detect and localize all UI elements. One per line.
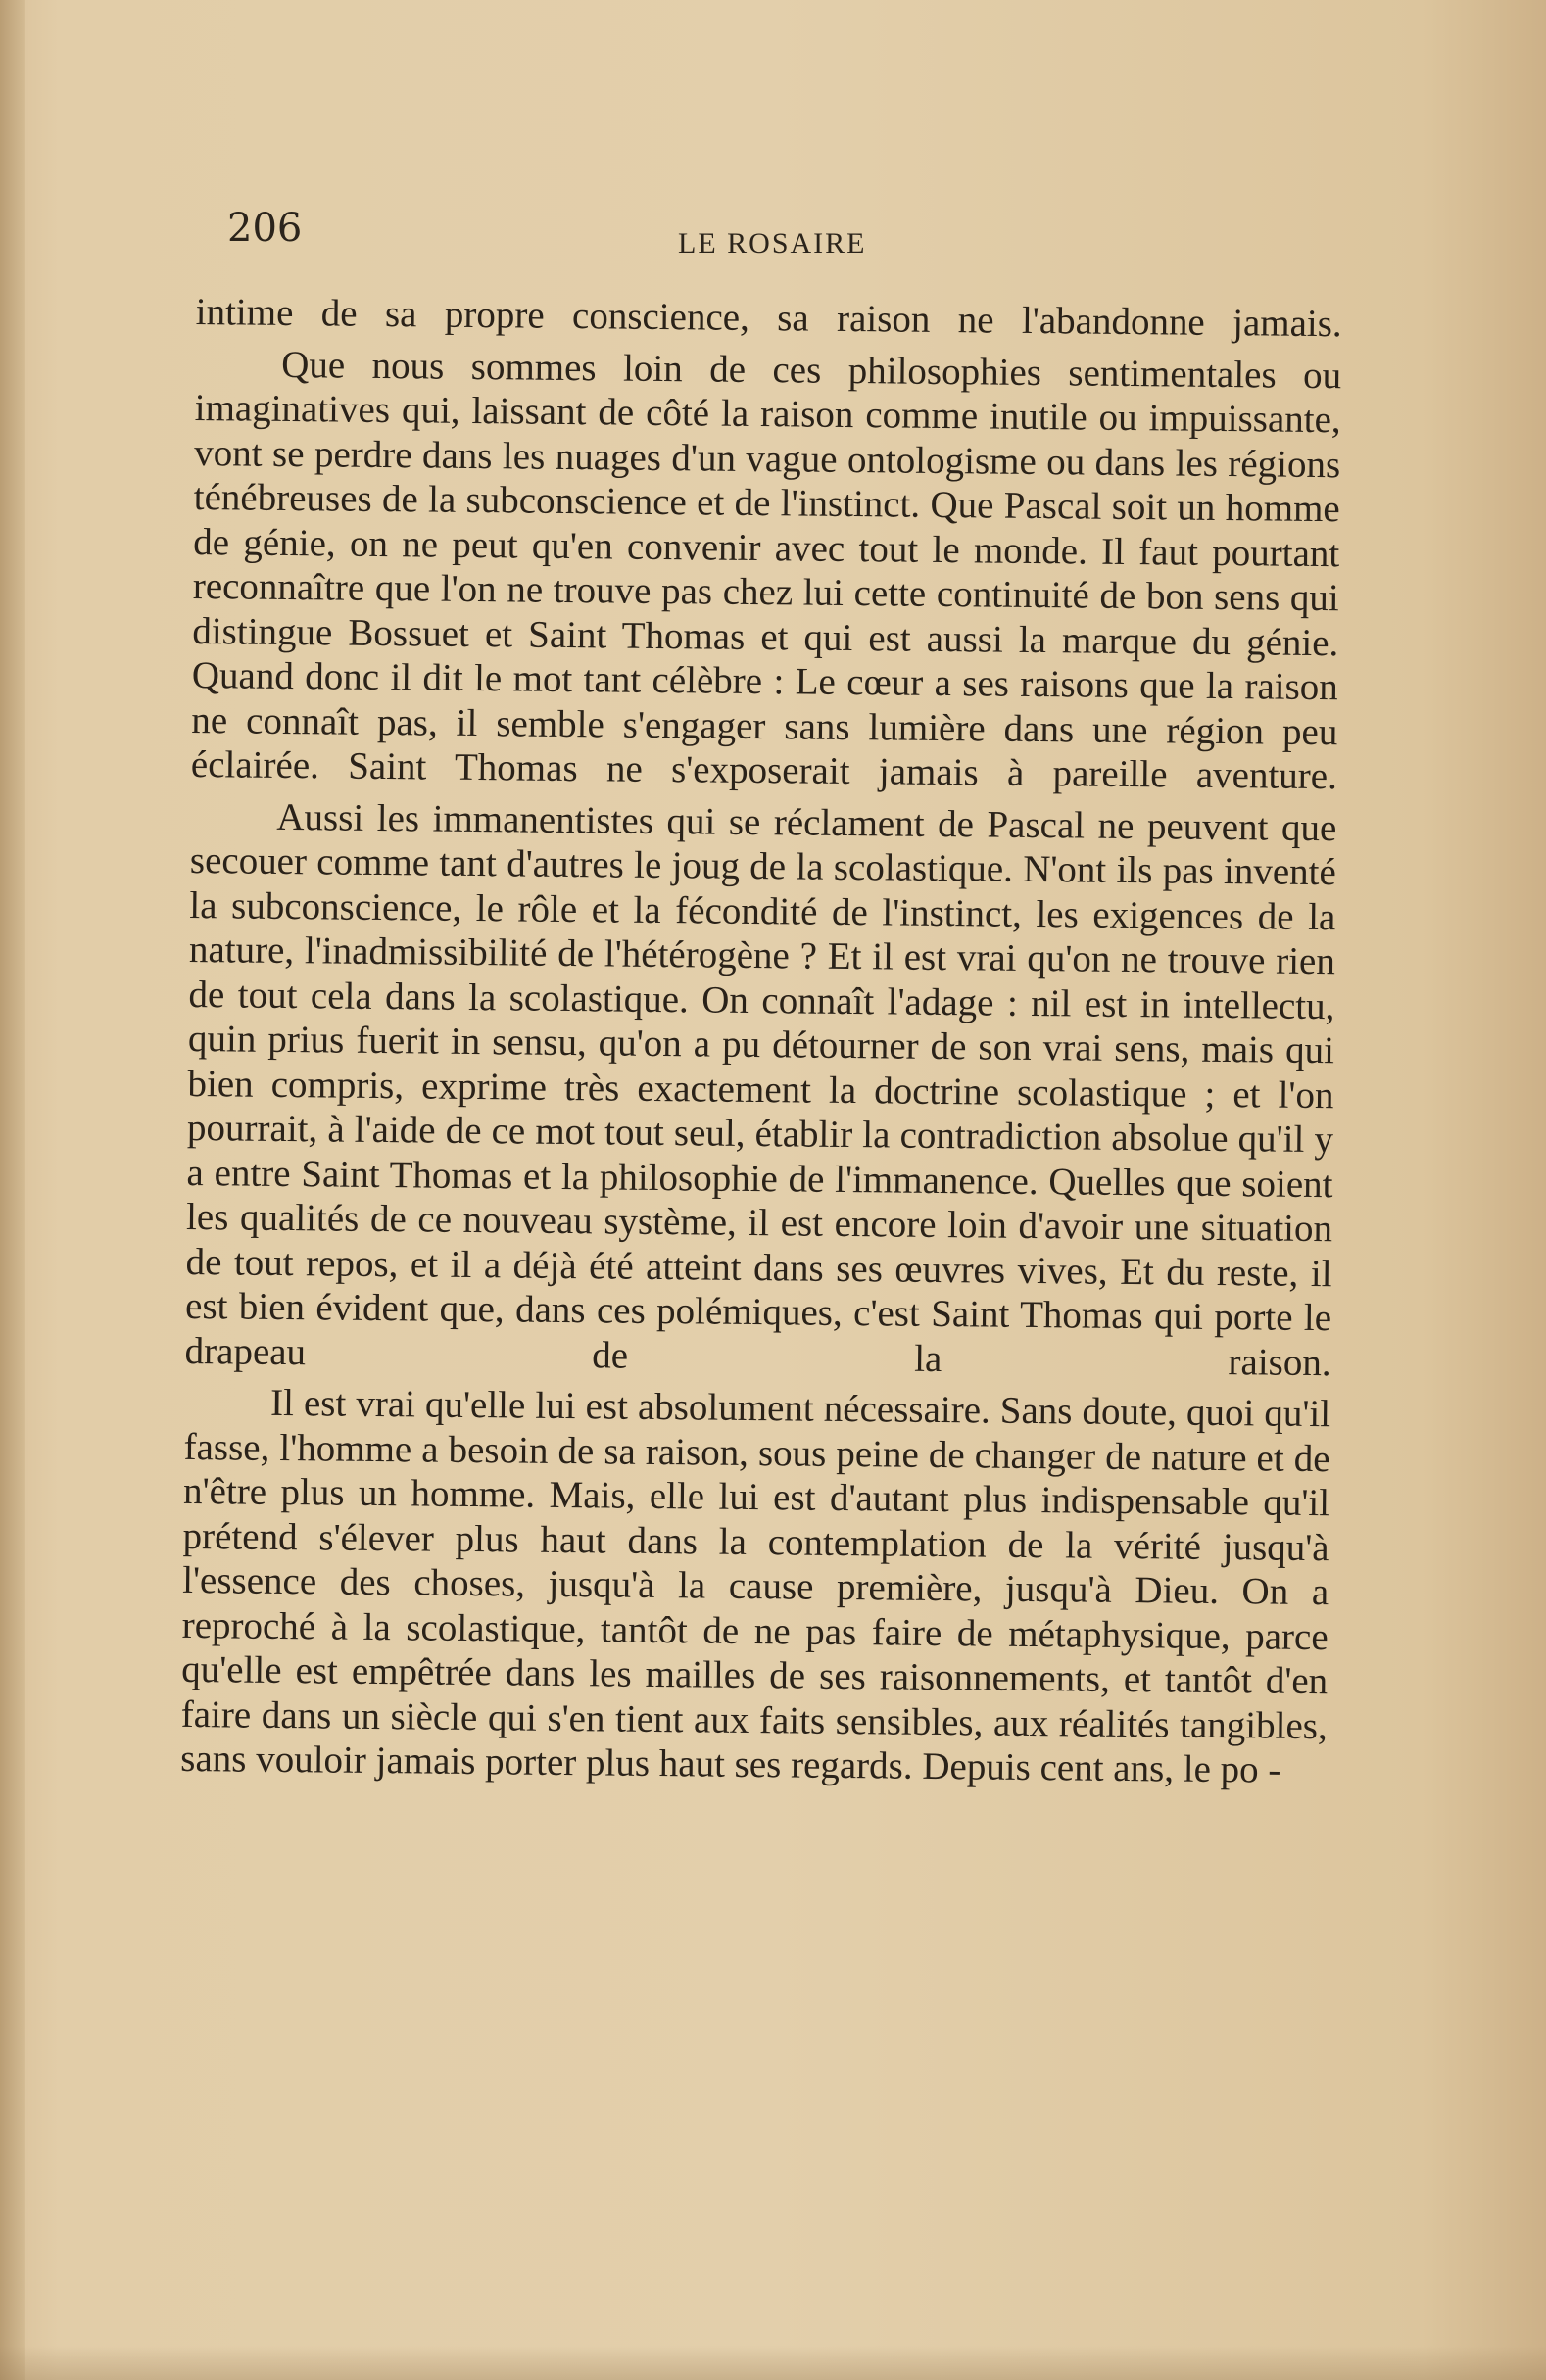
running-title: LE ROSAIRE [678, 227, 867, 260]
paragraph-philosophies: Que nous sommes loin de ces philosophies sentimentales ou imaginatives qui, laissant de côté la raison comme inutile ou impuissante, vont se perdre dans les nuages d'un vague ontologisme ou dans les régions ténébreuses de la subconscience et de l'instinct. Que Pascal soit un homme de génie, on ne peut qu'en convenir avec tout le monde. Il faut pourtant reconnaître que l'on ne trouve pas chez lui cette continuité de bon sens qui distingue Bossuet et Saint Thomas et qui est aussi la marque du génie. Quand donc il dit le mot tant célèbre : Le cœur a ses raisons que la raison ne connaît pas, il semble s'engager sans lumière dans une région peu éclairée. Saint Thomas ne s'exposerait jamais à pareille aventure. [190, 343, 1342, 798]
page-number: 206 [227, 206, 303, 251]
page-header [227, 196, 1344, 274]
paragraph-raison-necessaire: Il est vrai qu'elle lui est absolument nécessaire. Sans doute, quoi qu'il fasse, l'homme a besoin de sa raison, sous peine de changer de nature et de n'être plus un homme. Mais, elle lui est d'autant plus indispensable qu'il prétend s'élever plus haut dans la contemplation de la vérité jusqu'à l'essence des choses, jusqu'à la cause première, jusqu'à Dieu. On a reproché à la scolastique, tantôt de ne pas faire de métaphysique, parce qu'elle est empêtrée dans les mailles de ses raisonnements, et tantôt d'en faire dans un siècle qui s'en tient aux faits sensibles, aux réalités tangibles, sans vouloir jamais porter plus haut ses regards. Depuis cent ans, le po - [180, 1381, 1331, 1791]
page-binding-edge [0, 0, 25, 2380]
page-bottom-shadow [0, 2346, 1546, 2380]
paragraph-immanentistes: Aussi les immanentistes qui se réclament de Pascal ne peuvent que secouer comme tant d'autres le joug de la scolastique. N'ont ils pas inventé la subconscience, le rôle et la fécondité de l'instinct, les exigences de la nature, l'inadmissibilité de l'hétérogène ? Et il est vrai qu'on ne trouve rien de tout cela dans la scolastique. On connaît l'adage : nil est in intellectu, quin prius fuerit in sensu, qu'on a pu détourner de son vrai sens, mais qui bien compris, exprime très exactement la doctrine scolastique ; et l'on pourrait, à l'aide de ce mot tout seul, établir la contradiction absolue qu'il y a entre Saint Thomas et la philosophie de l'immanence. Quelles que soient les qualités de ce nouveau système, il est encore loin d'avoir une situation de tout repos, et il a déjà été atteint dans ses œuvres vives, Et du reste, il est bien évident que, dans ces polémiques, c'est Saint Thomas qui porte le drapeau de la raison. [184, 795, 1337, 1384]
paragraph-continuation: intime de sa propre conscience, sa raison ne l'abandonne jamais. [195, 290, 1342, 346]
body-text [180, 290, 1342, 1793]
